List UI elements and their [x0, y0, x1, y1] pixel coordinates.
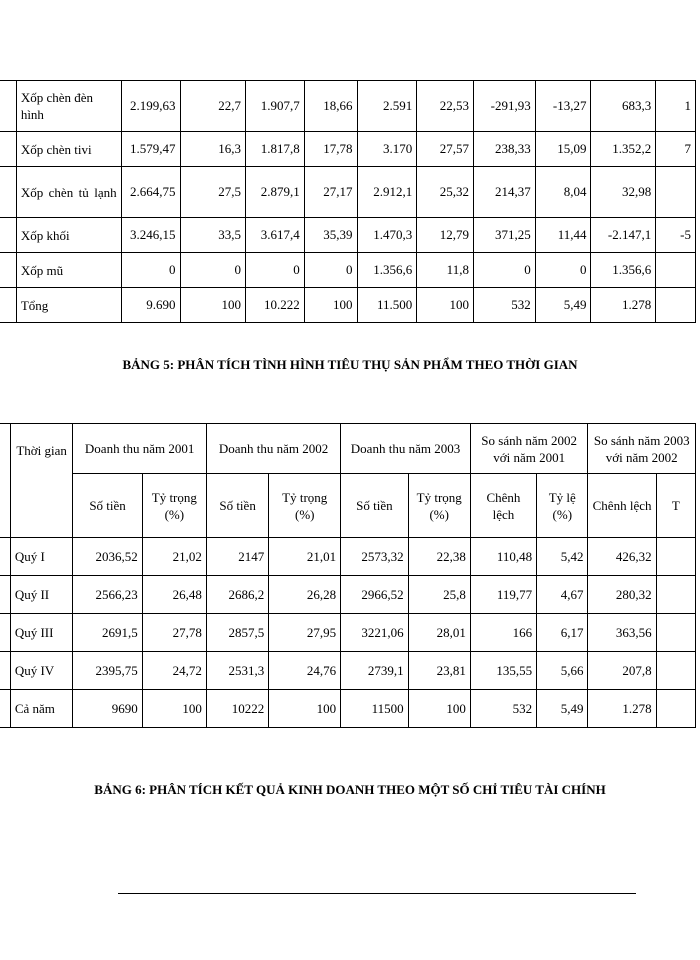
value-cell: 2036,52	[73, 538, 142, 576]
table-row	[0, 288, 696, 323]
sub-header: Chênh lệch	[470, 474, 536, 538]
value-cell: -13,27	[535, 81, 591, 132]
value-cell: 371,25	[473, 218, 535, 253]
sub-header: T	[656, 474, 695, 538]
value-cell: 21,02	[142, 538, 206, 576]
value-cell: -2.147,1	[591, 218, 656, 253]
value-cell: 11,8	[417, 253, 474, 288]
period-name: Quý IV	[10, 652, 73, 690]
value-cell: 1.356,6	[357, 253, 417, 288]
table-row	[0, 167, 696, 218]
table-row	[0, 253, 696, 288]
blank-cell	[0, 167, 16, 218]
value-cell: 2857,5	[206, 614, 268, 652]
value-cell: 15,09	[535, 132, 591, 167]
product-name: Xốp khối	[16, 218, 121, 253]
sub-header: Số tiền	[73, 474, 142, 538]
product-sales-table	[0, 80, 696, 323]
value-cell: 119,77	[470, 576, 536, 614]
value-cell: 3.170	[357, 132, 417, 167]
value-cell: 0	[304, 253, 357, 288]
value-cell	[656, 614, 695, 652]
blank-cell	[0, 132, 16, 167]
value-cell: 33,5	[180, 218, 245, 253]
sub-header: Số tiền	[341, 474, 408, 538]
value-cell: 9690	[73, 690, 142, 728]
table6-heading-text: BẢNG 6: PHÂN TÍCH KẾT QUẢ KINH DOANH THEO MỘT SỐ CHỈ TIÊU TÀI CHÍNH	[94, 782, 606, 797]
time-header: Thời gian	[10, 424, 73, 538]
value-cell: 21,01	[269, 538, 341, 576]
value-cell	[656, 690, 695, 728]
value-cell: 28,01	[408, 614, 470, 652]
period-name: Quý III	[10, 614, 73, 652]
value-cell	[656, 576, 695, 614]
value-cell: 35,39	[304, 218, 357, 253]
value-cell: 0	[121, 253, 180, 288]
value-cell: 16,3	[180, 132, 245, 167]
value-cell: 2.879,1	[245, 167, 304, 218]
value-cell	[656, 652, 695, 690]
value-cell: 1.817,8	[245, 132, 304, 167]
value-cell: 1.278	[591, 288, 656, 323]
product-name: Xốp mũ	[16, 253, 121, 288]
value-cell: 0	[180, 253, 245, 288]
value-cell: 5,49	[535, 288, 591, 323]
footer-rule	[118, 893, 636, 894]
blank-cell	[0, 253, 16, 288]
sub-header: Tỷ trọng (%)	[408, 474, 470, 538]
value-cell: 1.352,2	[591, 132, 656, 167]
value-cell: 1.470,3	[357, 218, 417, 253]
table6-heading	[0, 783, 700, 796]
value-cell	[656, 288, 696, 323]
value-cell: 238,33	[473, 132, 535, 167]
value-cell: 12,79	[417, 218, 474, 253]
value-cell: 532	[473, 288, 535, 323]
value-cell: 11.500	[357, 288, 417, 323]
product-name: Xốp chèn tủ lạnh	[16, 167, 121, 218]
value-cell: 2691,5	[73, 614, 142, 652]
value-cell: 2147	[206, 538, 268, 576]
product-name: Tổng	[16, 288, 121, 323]
value-cell: 207,8	[588, 652, 656, 690]
blank-cell	[0, 81, 16, 132]
value-cell: -5	[656, 218, 696, 253]
value-cell: 2.664,75	[121, 167, 180, 218]
value-cell: 27,78	[142, 614, 206, 652]
value-cell: 100	[142, 690, 206, 728]
blank-cell	[0, 576, 10, 614]
value-cell: 0	[245, 253, 304, 288]
sub-header: Số tiền	[206, 474, 268, 538]
table-row	[0, 132, 696, 167]
value-cell: 11,44	[535, 218, 591, 253]
value-cell: 683,3	[591, 81, 656, 132]
table-row	[0, 538, 696, 576]
value-cell: 17,78	[304, 132, 357, 167]
blank-cell	[0, 614, 10, 652]
value-cell: 2686,2	[206, 576, 268, 614]
value-cell: 27,5	[180, 167, 245, 218]
product-name: Xốp chèn đèn hình	[16, 81, 121, 132]
value-cell: 2739,1	[341, 652, 408, 690]
value-cell: 27,57	[417, 132, 474, 167]
blank-cell	[0, 288, 16, 323]
value-cell: 100	[417, 288, 474, 323]
table-row	[0, 690, 696, 728]
value-cell: 23,81	[408, 652, 470, 690]
period-name: Quý I	[10, 538, 73, 576]
value-cell: 22,53	[417, 81, 474, 132]
value-cell: 2395,75	[73, 652, 142, 690]
value-cell: 363,56	[588, 614, 656, 652]
value-cell: 5,49	[537, 690, 588, 728]
value-cell: 5,42	[537, 538, 588, 576]
value-cell: 25,32	[417, 167, 474, 218]
value-cell: 1.579,47	[121, 132, 180, 167]
value-cell: 2566,23	[73, 576, 142, 614]
value-cell: 25,8	[408, 576, 470, 614]
sub-header: Chênh lệch	[588, 474, 656, 538]
value-cell: 27,95	[269, 614, 341, 652]
group-header: Doanh thu năm 2001	[73, 424, 207, 474]
table-row	[0, 218, 696, 253]
value-cell: 2531,3	[206, 652, 268, 690]
value-cell: 6,17	[537, 614, 588, 652]
value-cell: 3221,06	[341, 614, 408, 652]
value-cell	[656, 538, 695, 576]
table-row	[0, 652, 696, 690]
group-header: So sánh năm 2002 với năm 2001	[470, 424, 588, 474]
sub-header: Tỷ trọng (%)	[142, 474, 206, 538]
value-cell: 11500	[341, 690, 408, 728]
value-cell: 100	[180, 288, 245, 323]
value-cell: 26,28	[269, 576, 341, 614]
value-cell: 1.907,7	[245, 81, 304, 132]
value-cell: 135,55	[470, 652, 536, 690]
value-cell: 7	[656, 132, 696, 167]
blank-cell	[0, 538, 10, 576]
value-cell: 24,76	[269, 652, 341, 690]
value-cell: 100	[408, 690, 470, 728]
table-row	[0, 576, 696, 614]
value-cell: 2.912,1	[357, 167, 417, 218]
value-cell: 0	[535, 253, 591, 288]
value-cell: 0	[473, 253, 535, 288]
blank-cell	[0, 690, 10, 728]
value-cell: 280,32	[588, 576, 656, 614]
table5-heading: BẢNG 5: PHÂN TÍCH TÌNH HÌNH TIÊU THỤ SẢN PHẨM THEO THỜI GIAN	[122, 357, 578, 372]
value-cell: 10222	[206, 690, 268, 728]
blank-cell	[0, 218, 16, 253]
value-cell: 110,48	[470, 538, 536, 576]
sub-header: Tỷ lệ (%)	[537, 474, 588, 538]
period-name: Quý II	[10, 576, 73, 614]
value-cell: 100	[269, 690, 341, 728]
value-cell: 24,72	[142, 652, 206, 690]
period-name: Cả năm	[10, 690, 73, 728]
value-cell: 2.591	[357, 81, 417, 132]
value-cell: 32,98	[591, 167, 656, 218]
blank-cell	[0, 652, 10, 690]
value-cell: 2966,52	[341, 576, 408, 614]
value-cell: 532	[470, 690, 536, 728]
value-cell: -291,93	[473, 81, 535, 132]
value-cell: 1.356,6	[591, 253, 656, 288]
product-name: Xốp chèn tivi	[16, 132, 121, 167]
value-cell: 5,66	[537, 652, 588, 690]
value-cell: 1	[656, 81, 696, 132]
value-cell: 4,67	[537, 576, 588, 614]
value-cell	[656, 167, 696, 218]
value-cell: 2573,32	[341, 538, 408, 576]
value-cell: 18,66	[304, 81, 357, 132]
sub-header: Tỷ trọng (%)	[269, 474, 341, 538]
time-sales-table	[0, 423, 696, 728]
value-cell: 426,32	[588, 538, 656, 576]
value-cell: 214,37	[473, 167, 535, 218]
value-cell: 2.199,63	[121, 81, 180, 132]
blank-cell	[0, 424, 10, 538]
group-header: Doanh thu năm 2003	[341, 424, 471, 474]
value-cell: 22,7	[180, 81, 245, 132]
value-cell: 27,17	[304, 167, 357, 218]
value-cell: 8,04	[535, 167, 591, 218]
value-cell: 10.222	[245, 288, 304, 323]
value-cell: 3.246,15	[121, 218, 180, 253]
value-cell: 1.278	[588, 690, 656, 728]
group-header: So sánh năm 2003 với năm 2002	[588, 424, 696, 474]
table-row	[0, 81, 696, 132]
value-cell: 100	[304, 288, 357, 323]
value-cell: 3.617,4	[245, 218, 304, 253]
table-row	[0, 614, 696, 652]
value-cell: 22,38	[408, 538, 470, 576]
value-cell: 26,48	[142, 576, 206, 614]
group-header: Doanh thu năm 2002	[206, 424, 340, 474]
value-cell: 9.690	[121, 288, 180, 323]
value-cell: 166	[470, 614, 536, 652]
value-cell	[656, 253, 696, 288]
